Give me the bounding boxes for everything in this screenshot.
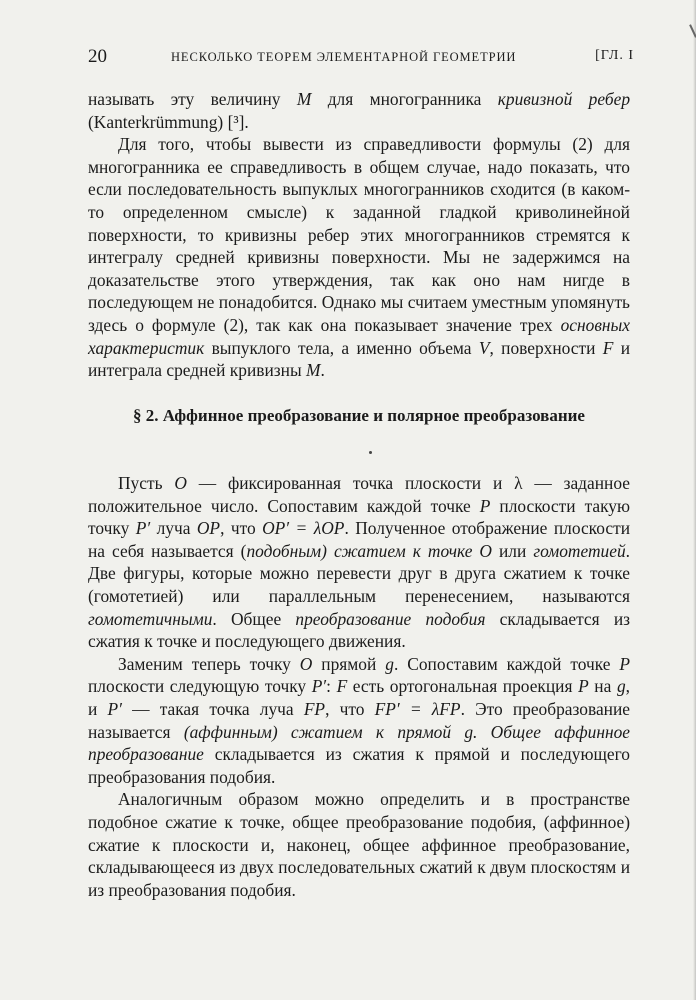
text-run: Заменим теперь точку <box>118 653 300 674</box>
print-speck <box>369 451 372 454</box>
page-number: 20 <box>88 46 107 67</box>
text-run: , что <box>325 698 375 719</box>
text-run: . Общее <box>212 608 296 629</box>
math-symbol: M <box>306 360 321 381</box>
text-run: . Сопоставим каждой точке <box>393 653 620 674</box>
text-run: , что <box>220 518 263 539</box>
text-run: или <box>491 540 534 561</box>
text-run: выпуклого тела, а именно объема <box>204 337 479 358</box>
text-run: и интеграла средней кривизны <box>88 337 631 381</box>
text-run: , поверхности <box>489 337 603 358</box>
text-run: — заданное положительное число. Сопоставим каждой точке <box>88 473 630 516</box>
math-symbol: OP <box>196 518 221 539</box>
section-paragraph-1 <box>88 472 630 653</box>
italic-term: подобным) сжатием к точке O <box>246 540 492 561</box>
intro-paragraph-1 <box>88 88 630 133</box>
italic-term: кривизной ребер <box>497 89 631 109</box>
text-run: складывается из сжатия к прямой и последующего преобразования подобия. <box>88 744 630 787</box>
running-header <box>88 44 634 74</box>
intro-text-block <box>88 88 630 382</box>
math-symbol: FP <box>303 698 326 719</box>
text-run: . Полученное отображение плоскости на себя называется ( <box>88 518 630 561</box>
italic-term: гомотетией <box>533 540 626 561</box>
text-run: Аналогичным образом можно определить и в пространстве подобное сжатие к точке, общее преобразование подобия, (аффинное) сжатие к плоскости и, наконец, общее аффинное преобразование, складывающееся из двух последовательных сжатий к двум плоскостям и из преобразования подобия. <box>88 789 630 900</box>
text-run: прямой <box>312 653 386 674</box>
text-run: есть ортогональная проекция <box>347 676 579 697</box>
running-title: НЕСКОЛЬКО ТЕОРЕМ ЭЛЕМЕНТАРНОЙ ГЕОМЕТРИИ <box>171 50 517 64</box>
text-run: Пусть <box>118 473 175 493</box>
section-heading: § 2. Аффинное преобразование и полярное преобразование <box>133 406 585 425</box>
text-run: плоскости такую точку <box>88 495 630 539</box>
text-run: — такая точка луча <box>121 698 304 719</box>
text-run: на <box>588 676 617 697</box>
math-symbol: g <box>616 676 626 697</box>
math-symbol: O <box>174 473 187 493</box>
math-formula: FP′ = λFP <box>374 698 461 719</box>
text-run: . <box>320 360 325 381</box>
math-symbol: P <box>578 676 589 697</box>
text-run: . Две фигуры, которые можно перевести друг в друга сжатием к точке (гомотетией) или параллельным перенесением, называются <box>88 540 630 606</box>
italic-term: (аффинным) сжатием к прямой g. Общее аффинное преобразование <box>88 721 630 765</box>
italic-term: гомотетичными <box>88 608 213 629</box>
math-symbol: V <box>478 337 490 358</box>
text-run: . Это преобразование называется <box>88 698 631 742</box>
italic-term: основных характеристик <box>88 314 630 358</box>
math-symbol: P′ <box>311 676 327 697</box>
italic-term: преобразование подобия <box>295 608 486 629</box>
math-symbol: F <box>336 676 348 697</box>
text-run: — фиксированная точка плоскости и <box>186 473 515 493</box>
math-symbol: O <box>299 653 313 674</box>
section-text-block <box>88 472 630 901</box>
math-symbol: F <box>602 337 614 358</box>
section-paragraph-3 <box>88 788 630 901</box>
math-symbol: λ <box>514 473 523 493</box>
math-symbol: P <box>619 653 630 674</box>
chapter-marker: [ГЛ. I <box>595 48 634 63</box>
math-symbol: M <box>296 89 312 109</box>
math-symbol: P′ <box>107 698 122 719</box>
text-run: (Kanterkrümmung) [³]. <box>88 111 249 132</box>
text-run: луча <box>150 518 197 539</box>
text-run: для многогранника <box>311 89 498 109</box>
text-run: складывается из сжатия к точке и последующего движения. <box>88 608 631 652</box>
text-run: , и <box>88 676 630 719</box>
text-run: : <box>326 676 337 697</box>
intro-paragraph-2 <box>88 133 630 382</box>
math-symbol: P <box>479 495 491 516</box>
section-paragraph-2 <box>88 653 630 789</box>
text-run: Для того, чтобы вывести из справедливости формулы (2) для многогранника ее справедливость в общем случае, надо показать, что если последовательность выпуклых многогранников сходится (в каком-то определенном смысле) к заданной гладкой криволинейной поверхности, то кривизны ребер этих многогранников стремятся к интегралу средней кривизны поверхности. Мы не задержимся на доказательстве этого утверждения, так как оно нам нигде в последующем не понадобится. Однако мы считаем уместным упомянуть здесь о формуле (2), так как она показывает значение трех <box>88 134 630 335</box>
math-formula: OP′ = λOP <box>262 518 345 539</box>
math-symbol: P′ <box>135 518 151 539</box>
text-run: называть эту величину <box>88 89 297 109</box>
math-symbol: g <box>385 653 394 674</box>
text-run: плоскости следующую точку <box>88 676 312 697</box>
